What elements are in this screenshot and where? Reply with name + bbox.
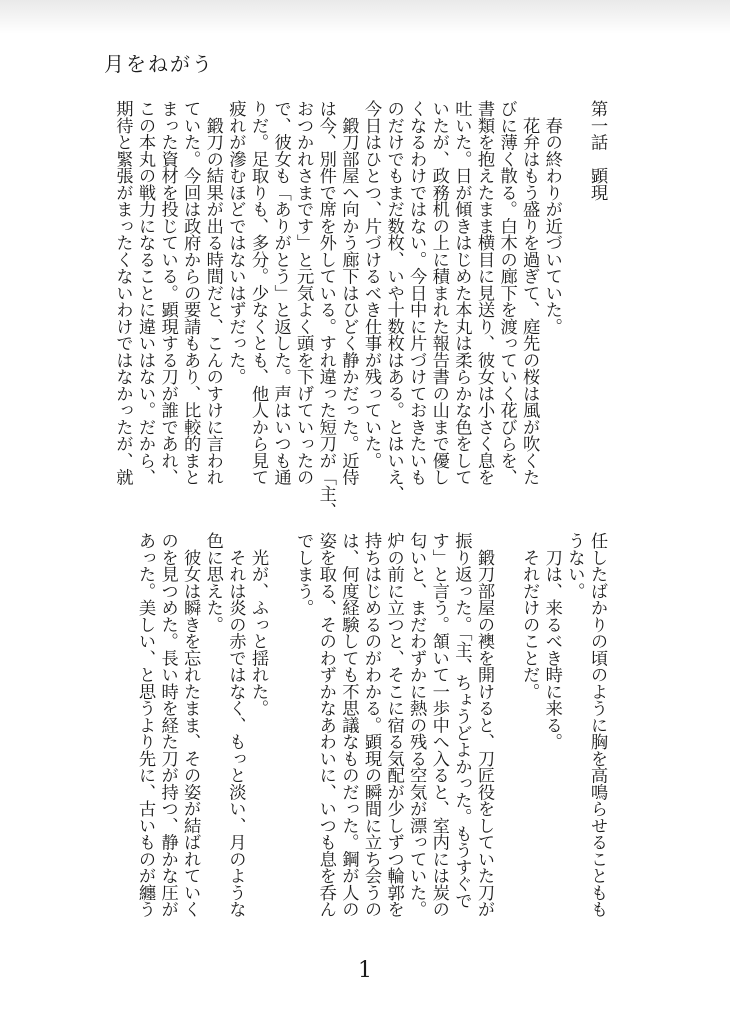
- text-column: それは炎の赤ではなく、もっと淡い、月のような: [225, 532, 246, 918]
- text-column: うない。: [564, 532, 585, 599]
- text-column: 色に思えた。: [202, 532, 223, 633]
- text-column: 期待と緊張がまったくないわけではなかったが、就: [112, 100, 133, 486]
- text-column: [563, 100, 585, 495]
- text-column: 花弁はもう盛りを過ぎて、庭先の桜は風が吹くた: [519, 100, 540, 486]
- text-column: 彼女は瞬きを忘れたまま、その姿が結ばれていく: [180, 532, 201, 918]
- text-column: は、何度経験しても不思議なものだった。鋼が人の: [338, 532, 359, 918]
- text-column: 吐いた。日が傾きはじめた本丸は柔らかな色をして: [451, 100, 472, 486]
- text-column: 鍛刀部屋の襖を開けると、刀匠役をしていた刀が: [474, 532, 494, 918]
- text-column: 鍛刀の結果が出る時間だと、こんのすけに言われ: [202, 100, 223, 486]
- text-column: いたが、政務机の上に積まれた報告書の山まで優し: [428, 100, 449, 486]
- text-column: 春の終わりが近づいていた。: [541, 100, 562, 335]
- text-column: 炉の前に立つと、そこに宿る気配が少しずつ輪郭を: [383, 532, 404, 918]
- text-column: [270, 532, 292, 972]
- text-column: のだけでもまだ数枚、いや十数枚はある。とはいえ、: [383, 100, 404, 502]
- text-column: は今、別件で席を外している。すれ違った短刀が「主、: [315, 100, 336, 519]
- text-column: 光が、ふっと揺れた。: [248, 532, 268, 717]
- text-column: あった。美しい、と思うより先に、古いものが纏う: [135, 532, 155, 918]
- text-column: 今日はひとつ、片づけるべき仕事が残っていた。: [361, 100, 381, 469]
- text-column: 任したばかりの頃のように胸を高鳴らせることもも: [587, 532, 607, 918]
- text-column: りだ。足取りも、多分。少なくとも、他人から見て: [248, 100, 268, 486]
- text-column: 姿を取る、そのわずかなあわいに、いつも息を呑ん: [315, 532, 336, 918]
- text-column: この本丸の戦力になることに違いはない。だから、: [135, 100, 155, 486]
- text-column: 書類を抱えたまま横目に見送り、彼女は小さく息を: [474, 100, 494, 486]
- text-column: 匂いと、まだわずかに熱の残る空気が漂っていた。: [406, 532, 427, 918]
- text-column: まった資材を投じている。顕現する刀が誰であれ、: [157, 100, 178, 486]
- text-column: くなるわけではない。今日中に片づけておきたいも: [406, 100, 427, 486]
- text-column: びに薄く散る。白木の廊下を渡っていく花びらを、: [496, 100, 517, 486]
- page-top-shadow: [0, 0, 730, 34]
- running-title: 月をねがう: [104, 52, 214, 76]
- page-number: 1: [358, 958, 372, 983]
- text-column: ていた。今回は政府からの要請もあり、比較的まと: [180, 100, 201, 486]
- text-column: 鍛刀部屋へ向かう廊下はひどく静かだった。近侍: [338, 100, 359, 486]
- text-column: [496, 532, 518, 972]
- text-column: 疲れが滲むほどではないはずだった。: [225, 100, 246, 385]
- chapter-heading: 第一話 顕現: [587, 100, 607, 201]
- text-column: のを見つめた。長い時を経た刀が持つ、静かな圧が: [157, 532, 178, 918]
- text-column: 持ちはじめるのがわかる。顕現の瞬間に立ち会うの: [361, 532, 381, 918]
- text-column: おつかれさまです」と元気よく頭を下げていったの: [293, 100, 314, 486]
- text-column: 刀は、来るべき時に来る。: [541, 532, 562, 750]
- text-column: で、彼女も「ありがとう」と返した。声はいつも通: [270, 100, 291, 486]
- text-column: それだけのことだ。: [519, 532, 540, 700]
- text-column: でしまう。: [293, 532, 314, 616]
- text-column: す」と言う。頷いて一歩中へ入ると、室内には炭の: [428, 532, 449, 918]
- text-column: 振り返った。「主、ちょうどよかった。もうすぐで: [451, 532, 472, 909]
